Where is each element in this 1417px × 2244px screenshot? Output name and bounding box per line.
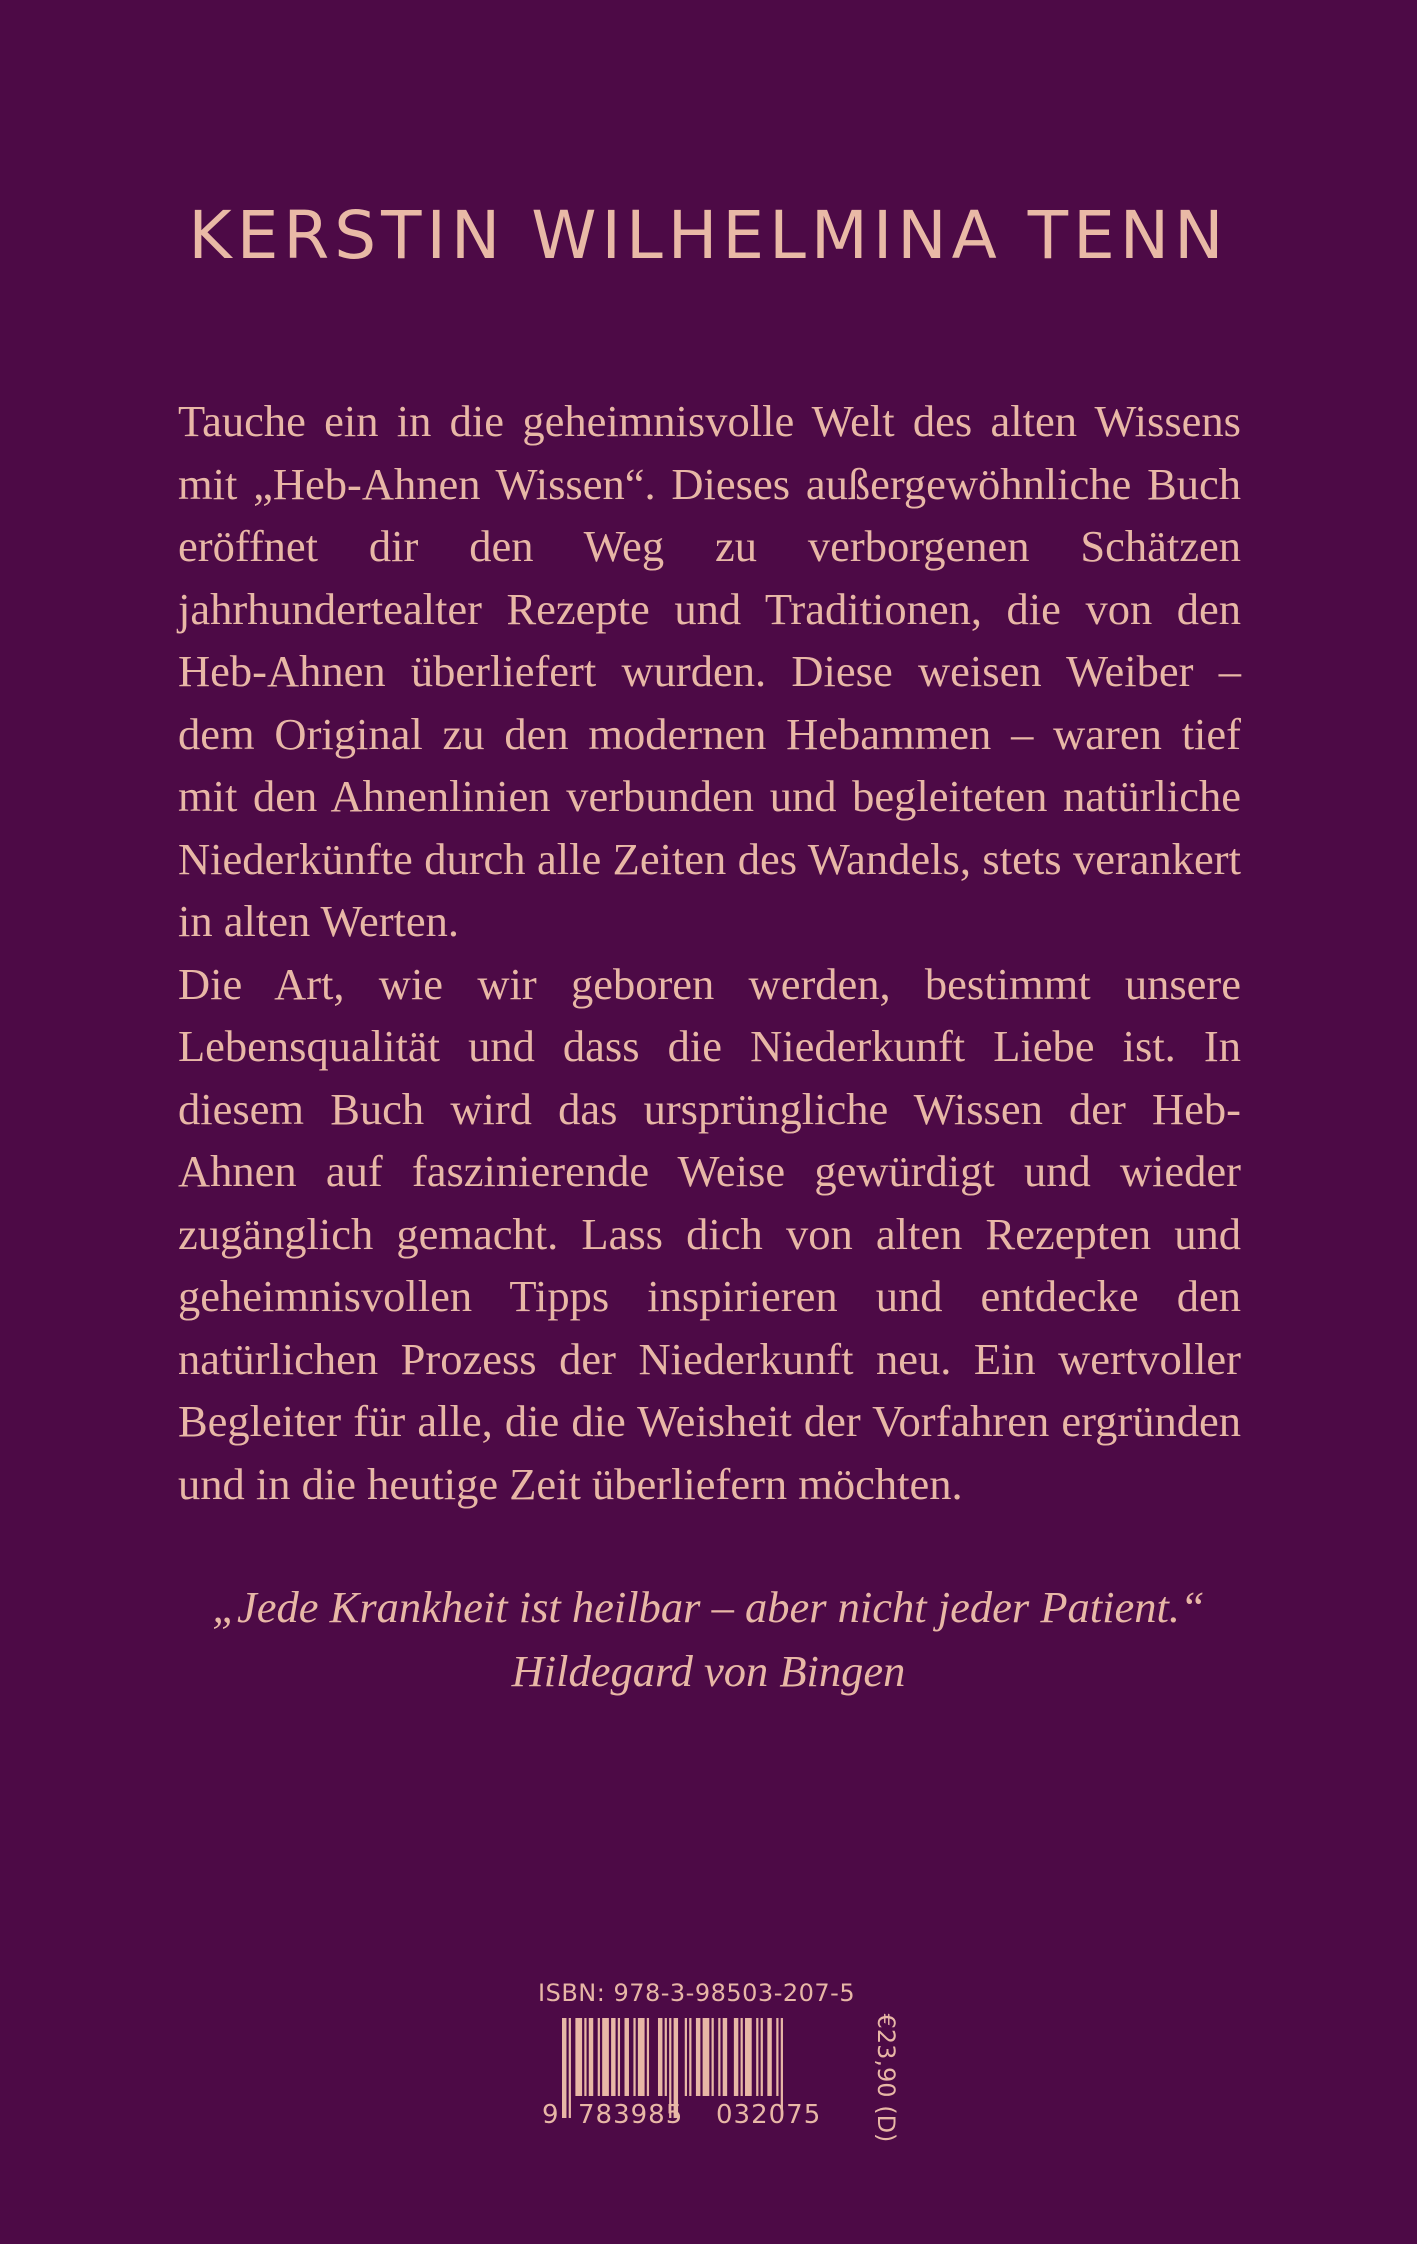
barcode-bar: [589, 2018, 593, 2096]
barcode-bar: [658, 2018, 662, 2096]
blurb-paragraph-1: Tauche ein in die geheimnisvolle Welt des alten Wissens mit „Heb-Ahnen Wissen“. Dieses außergewöhnliche Buch eröffnet dir den Weg zu verborgenen Schätzen jahrhundertealter Rezepte und Traditionen, die von den Heb-Ahnen überliefert wurden. Diese weisen Weiber – dem Original zu den modernen Hebammen – waren tief mit den Ahnenlinien verbunden und begleiteten natürliche Niederkünfte durch alle Zeiten des Wandels, stets verankert in alten Werten.: [178, 396, 1241, 946]
barcode-bar: [734, 2018, 738, 2096]
barcode-bar: [569, 2018, 571, 2118]
price-label: €23,90 (D): [872, 2013, 900, 2143]
barcode-bar: [689, 2018, 691, 2096]
barcode-bar: [665, 2018, 667, 2096]
blurb-paragraph-2: Die Art, wie wir geboren werden, bestimmt unsere Lebensqualität und dass die Niederkunft Liebe ist. In diesem Buch wird das ursprüngliche Wissen der Heb-Ahnen auf faszinierende Weise gewürdigt und wieder zugänglich gemacht. Lass dich von alten Rezepten und geheimnisvollen Tipps inspirieren und entdecke den natürlichen Prozess der Niederkunft neu. Ein wertvoller Begleiter für alle, die die Weisheit der Vorfahren ergründen und in die heutige Zeit überliefern möchten.: [178, 958, 1241, 1509]
price-label-box: [868, 2013, 904, 2143]
barcode-bar: [562, 2018, 566, 2118]
quote-text: „Jede Krankheit ist heilbar – aber nicht jeder Patient.“: [212, 1582, 1205, 1632]
barcode-bar: [611, 2018, 615, 2096]
isbn-label: ISBN: 978-3-98503-207-5: [538, 1979, 856, 2007]
quote-block: [0, 1575, 1417, 1703]
barcode: [538, 2018, 868, 2128]
barcode-bar: [602, 2018, 609, 2096]
barcode-bar: [696, 2018, 700, 2096]
barcode-bar: [767, 2018, 771, 2096]
barcode-graphic: [538, 2018, 868, 2128]
barcode-digit-lead: 9: [542, 2100, 559, 2128]
barcode-bar: [575, 2018, 582, 2096]
barcode-bar: [723, 2018, 727, 2096]
barcode-bar: [741, 2018, 743, 2096]
barcode-bar: [685, 2018, 687, 2096]
barcode-bar: [625, 2018, 629, 2096]
barcode-bar: [745, 2018, 752, 2096]
barcode-bar: [598, 2018, 600, 2096]
barcode-bar: [703, 2018, 710, 2096]
barcode-bar: [633, 2018, 635, 2096]
barcode-bar: [776, 2018, 778, 2096]
barcode-bar: [718, 2018, 720, 2096]
barcode-bar: [584, 2018, 586, 2096]
blurb-text: [178, 390, 1241, 1515]
quote-attribution: Hildegard von Bingen: [511, 1646, 906, 1696]
barcode-digits-left: 783985: [578, 2100, 684, 2128]
barcode-bar: [618, 2018, 620, 2096]
barcode-bar: [638, 2018, 645, 2096]
barcode-bar: [712, 2018, 714, 2096]
author-name: KERSTIN WILHELMINA TENN: [188, 197, 1229, 274]
barcode-digits-right: 032075: [716, 2100, 822, 2128]
barcode-bar: [647, 2018, 649, 2096]
barcode-bar: [761, 2018, 763, 2096]
barcode-bar: [756, 2018, 758, 2096]
